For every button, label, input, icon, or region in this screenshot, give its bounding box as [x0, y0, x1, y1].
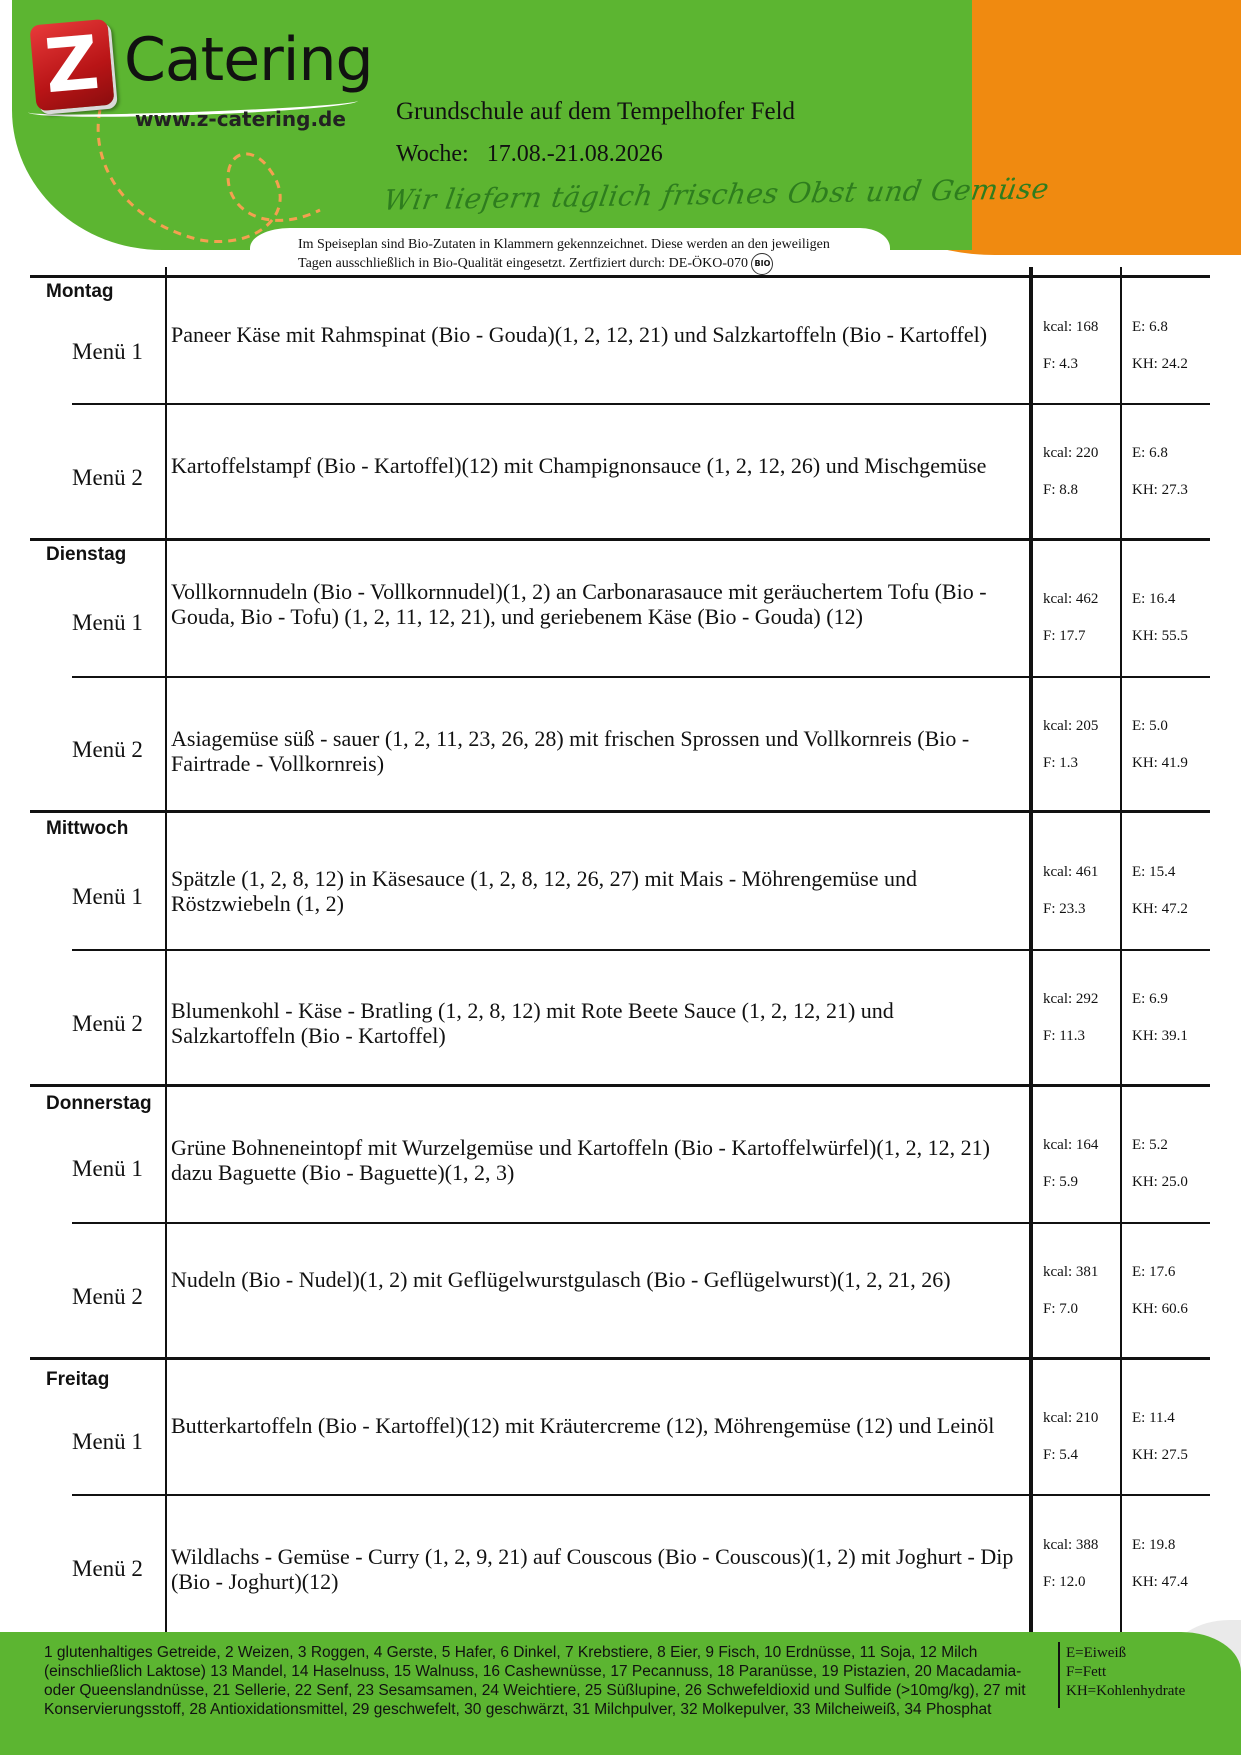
fat-value: F: 11.3 — [1043, 1028, 1085, 1044]
protein-value: E: 5.2 — [1132, 1137, 1168, 1153]
menu-description: Blumenkohl - Käse - Bratling (1, 2, 8, 12) mit Rote Beete Sauce (1, 2, 12, 21) und Salzkartoffeln (Bio - Kartoffel) — [171, 998, 894, 1048]
protein-value: E: 6.9 — [1132, 991, 1168, 1007]
menu-divider — [72, 949, 1210, 951]
website-link[interactable]: www.z-catering.de — [135, 107, 346, 131]
protein-value: E: 16.4 — [1132, 591, 1176, 607]
menu-description: Vollkornnudeln (Bio - Vollkornnudel)(1, 2) an Carbonarasauce mit geräuchertem Tofu (Bio - Gouda, Bio - Tofu) (1, 2, 11, 12, 21), und geriebenem Käse (Bio - Gouda) (12) — [171, 579, 987, 629]
menu-label: Menü 2 — [72, 1556, 143, 1581]
menu-label: Menü 1 — [72, 884, 143, 909]
legend-fat: F=Fett — [1066, 1664, 1107, 1680]
menu-description: Kartoffelstampf (Bio - Kartoffel)(12) mit Champignonsauce (1, 2, 12, 26) und Mischgemüse — [171, 453, 987, 478]
legend-carbs: KH=Kohlenhydrate — [1066, 1683, 1186, 1699]
carbs-value: KH: 25.0 — [1132, 1174, 1188, 1190]
protein-value: E: 6.8 — [1132, 445, 1168, 461]
menu-label: Menü 2 — [72, 465, 143, 490]
brand-name: Catering — [124, 25, 373, 95]
week-range: 17.08.-21.08.2026 — [486, 141, 663, 167]
menu-label: Menü 1 — [72, 610, 143, 635]
carbs-value: KH: 60.6 — [1132, 1301, 1188, 1317]
carbs-value: KH: 41.9 — [1132, 755, 1188, 771]
day-mittwoch: Mittwoch — [46, 818, 129, 839]
day-divider — [30, 1357, 1210, 1360]
protein-value: E: 17.6 — [1132, 1264, 1176, 1280]
protein-value: E: 11.4 — [1132, 1410, 1175, 1426]
week-line — [396, 141, 663, 168]
school-name: Grundschule auf dem Tempelhofer Feld — [396, 98, 796, 125]
bio-note-line-2: Tagen ausschließlich in Bio-Qualität eingesetzt. Zertfiziert durch: DE-ÖKO-070 BIO — [298, 253, 938, 275]
fat-value: F: 12.0 — [1043, 1574, 1086, 1590]
carbs-value: KH: 27.5 — [1132, 1447, 1188, 1463]
kcal-value: kcal: 381 — [1043, 1264, 1099, 1280]
col-divider-desc — [1029, 267, 1033, 1635]
day-dienstag: Dienstag — [46, 544, 127, 565]
day-montag: Montag — [46, 281, 114, 302]
menu-label: Menü 2 — [72, 737, 143, 762]
protein-value: E: 19.8 — [1132, 1537, 1176, 1553]
fat-value: F: 5.9 — [1043, 1174, 1079, 1190]
kcal-value: kcal: 461 — [1043, 864, 1099, 880]
day-divider — [30, 275, 1210, 278]
carbs-value: KH: 47.4 — [1132, 1574, 1188, 1590]
menu-description: Paneer Käse mit Rahmspinat (Bio - Gouda)(1, 2, 12, 21) und Salzkartoffeln (Bio - Kartoffel) — [171, 322, 988, 347]
fat-value: F: 5.4 — [1043, 1447, 1079, 1463]
carbs-value: KH: 55.5 — [1132, 628, 1188, 644]
menu-description: Wildlachs - Gemüse - Curry (1, 2, 9, 21) auf Couscous (Bio - Couscous)(1, 2) mit Joghurt - Dip (Bio - Joghurt)(12) — [171, 1544, 1014, 1594]
menu-description: Spätzle (1, 2, 8, 12) in Käsesauce (1, 2, 8, 12, 26, 27) mit Mais - Möhrengemüse und Röstzwiebeln (1, 2) — [171, 866, 918, 916]
menu-description: Grüne Bohneneintopf mit Wurzelgemüse und Kartoffeln (Bio - Kartoffelwürfel)(1, 2, 12, 21) dazu Baguette (Bio - Baguette)(1, 2, 3) — [171, 1135, 991, 1185]
protein-value: E: 6.8 — [1132, 319, 1168, 335]
menu-divider — [72, 676, 1210, 678]
menu-divider — [72, 1222, 1210, 1224]
menu-label: Menü 2 — [72, 1284, 143, 1309]
menu-label: Menü 2 — [72, 1011, 143, 1036]
bio-note — [298, 236, 938, 275]
day-divider — [30, 1084, 1210, 1087]
menu-label: Menü 1 — [72, 339, 143, 364]
menu-divider — [72, 403, 1210, 405]
kcal-value: kcal: 205 — [1043, 718, 1099, 734]
protein-value: E: 15.4 — [1132, 864, 1176, 880]
slogan: Wir liefern täglich frisches Obst und Gemüse — [381, 172, 1052, 217]
kcal-value: kcal: 388 — [1043, 1537, 1099, 1553]
menu-description: Butterkartoffeln (Bio - Kartoffel)(12) mit Kräutercreme (12), Möhrengemüse (12) und Leinöl — [171, 1413, 995, 1438]
kcal-value: kcal: 462 — [1043, 591, 1099, 607]
menu-divider — [72, 1494, 1210, 1496]
menu-description: Nudeln (Bio - Nudel)(1, 2) mit Geflügelwurstgulasch (Bio - Geflügelwurst)(1, 2, 21, 26) — [171, 1267, 951, 1292]
kcal-value: kcal: 220 — [1043, 445, 1099, 461]
col-divider-label — [165, 267, 167, 1635]
carbs-value: KH: 27.3 — [1132, 482, 1188, 498]
legend-protein: E=Eiweiß — [1066, 1645, 1127, 1661]
protein-value: E: 5.0 — [1132, 718, 1168, 734]
carbs-value: KH: 47.2 — [1132, 901, 1188, 917]
day-divider — [30, 810, 1210, 813]
carbs-value: KH: 39.1 — [1132, 1028, 1188, 1044]
kcal-value: kcal: 164 — [1043, 1137, 1099, 1153]
day-divider — [30, 538, 1210, 541]
bio-note-line-1: Im Speiseplan sind Bio-Zutaten in Klammern gekennzeichnet. Diese werden an den jeweiligen — [298, 237, 830, 252]
week-label: Woche: — [396, 141, 469, 167]
logo-z-icon: Z — [29, 19, 114, 111]
menu-label: Menü 1 — [72, 1156, 143, 1181]
menu-label: Menü 1 — [72, 1429, 143, 1454]
kcal-value: kcal: 168 — [1043, 319, 1099, 335]
kcal-value: kcal: 292 — [1043, 991, 1099, 1007]
kcal-value: kcal: 210 — [1043, 1410, 1099, 1426]
carbs-value: KH: 24.2 — [1132, 356, 1188, 372]
fat-value: F: 1.3 — [1043, 755, 1079, 771]
day-donnerstag: Donnerstag — [46, 1093, 152, 1114]
menu-description: Asiagemüse süß - sauer (1, 2, 11, 23, 26, 28) mit frischen Sprossen und Vollkornreis (Bio - Fairtrade - Vollkornreis) — [171, 726, 970, 776]
fat-value: F: 23.3 — [1043, 901, 1086, 917]
bio-badge-icon: BIO — [751, 253, 773, 275]
col-divider-nutrition — [1120, 267, 1122, 1635]
fat-value: F: 7.0 — [1043, 1301, 1079, 1317]
day-freitag: Freitag — [46, 1369, 110, 1390]
nutrition-legend — [1066, 1644, 1185, 1701]
allergen-list: 1 glutenhaltiges Getreide, 2 Weizen, 3 Roggen, 4 Gerste, 5 Hafer, 6 Dinkel, 7 Krebstiere, 8 Eier, 9 Fisch, 10 Erdnüsse, 11 Soja, 12 Milch (einschließlich Laktose) 13 Mandel, 14 Haselnuss, 15 Walnuss, 16 Cashewnüsse, 17 Pecannuss, 18 Paranüsse, 19 Pistazien, 20 Macadamia- oder Queenslandnüsse, 21 Sellerie, 22 Senf, 23 Sesamsamen, 24 Weichtiere, 25 Süßlupine, 26 Schwefeldioxid und Sulfide (>10mg/kg), 27 mit Konservierungsstoff, 28 Antioxidationsmittel, 29 geschwefelt, 30 geschwärzt, 31 Milchpulver, 32 Molkepulver, 33 Milcheiweiß, 34 Phosphat — [44, 1644, 1026, 1718]
fat-value: F: 17.7 — [1043, 628, 1086, 644]
legend-divider — [1058, 1642, 1060, 1708]
fat-value: F: 4.3 — [1043, 356, 1079, 372]
fat-value: F: 8.8 — [1043, 482, 1079, 498]
